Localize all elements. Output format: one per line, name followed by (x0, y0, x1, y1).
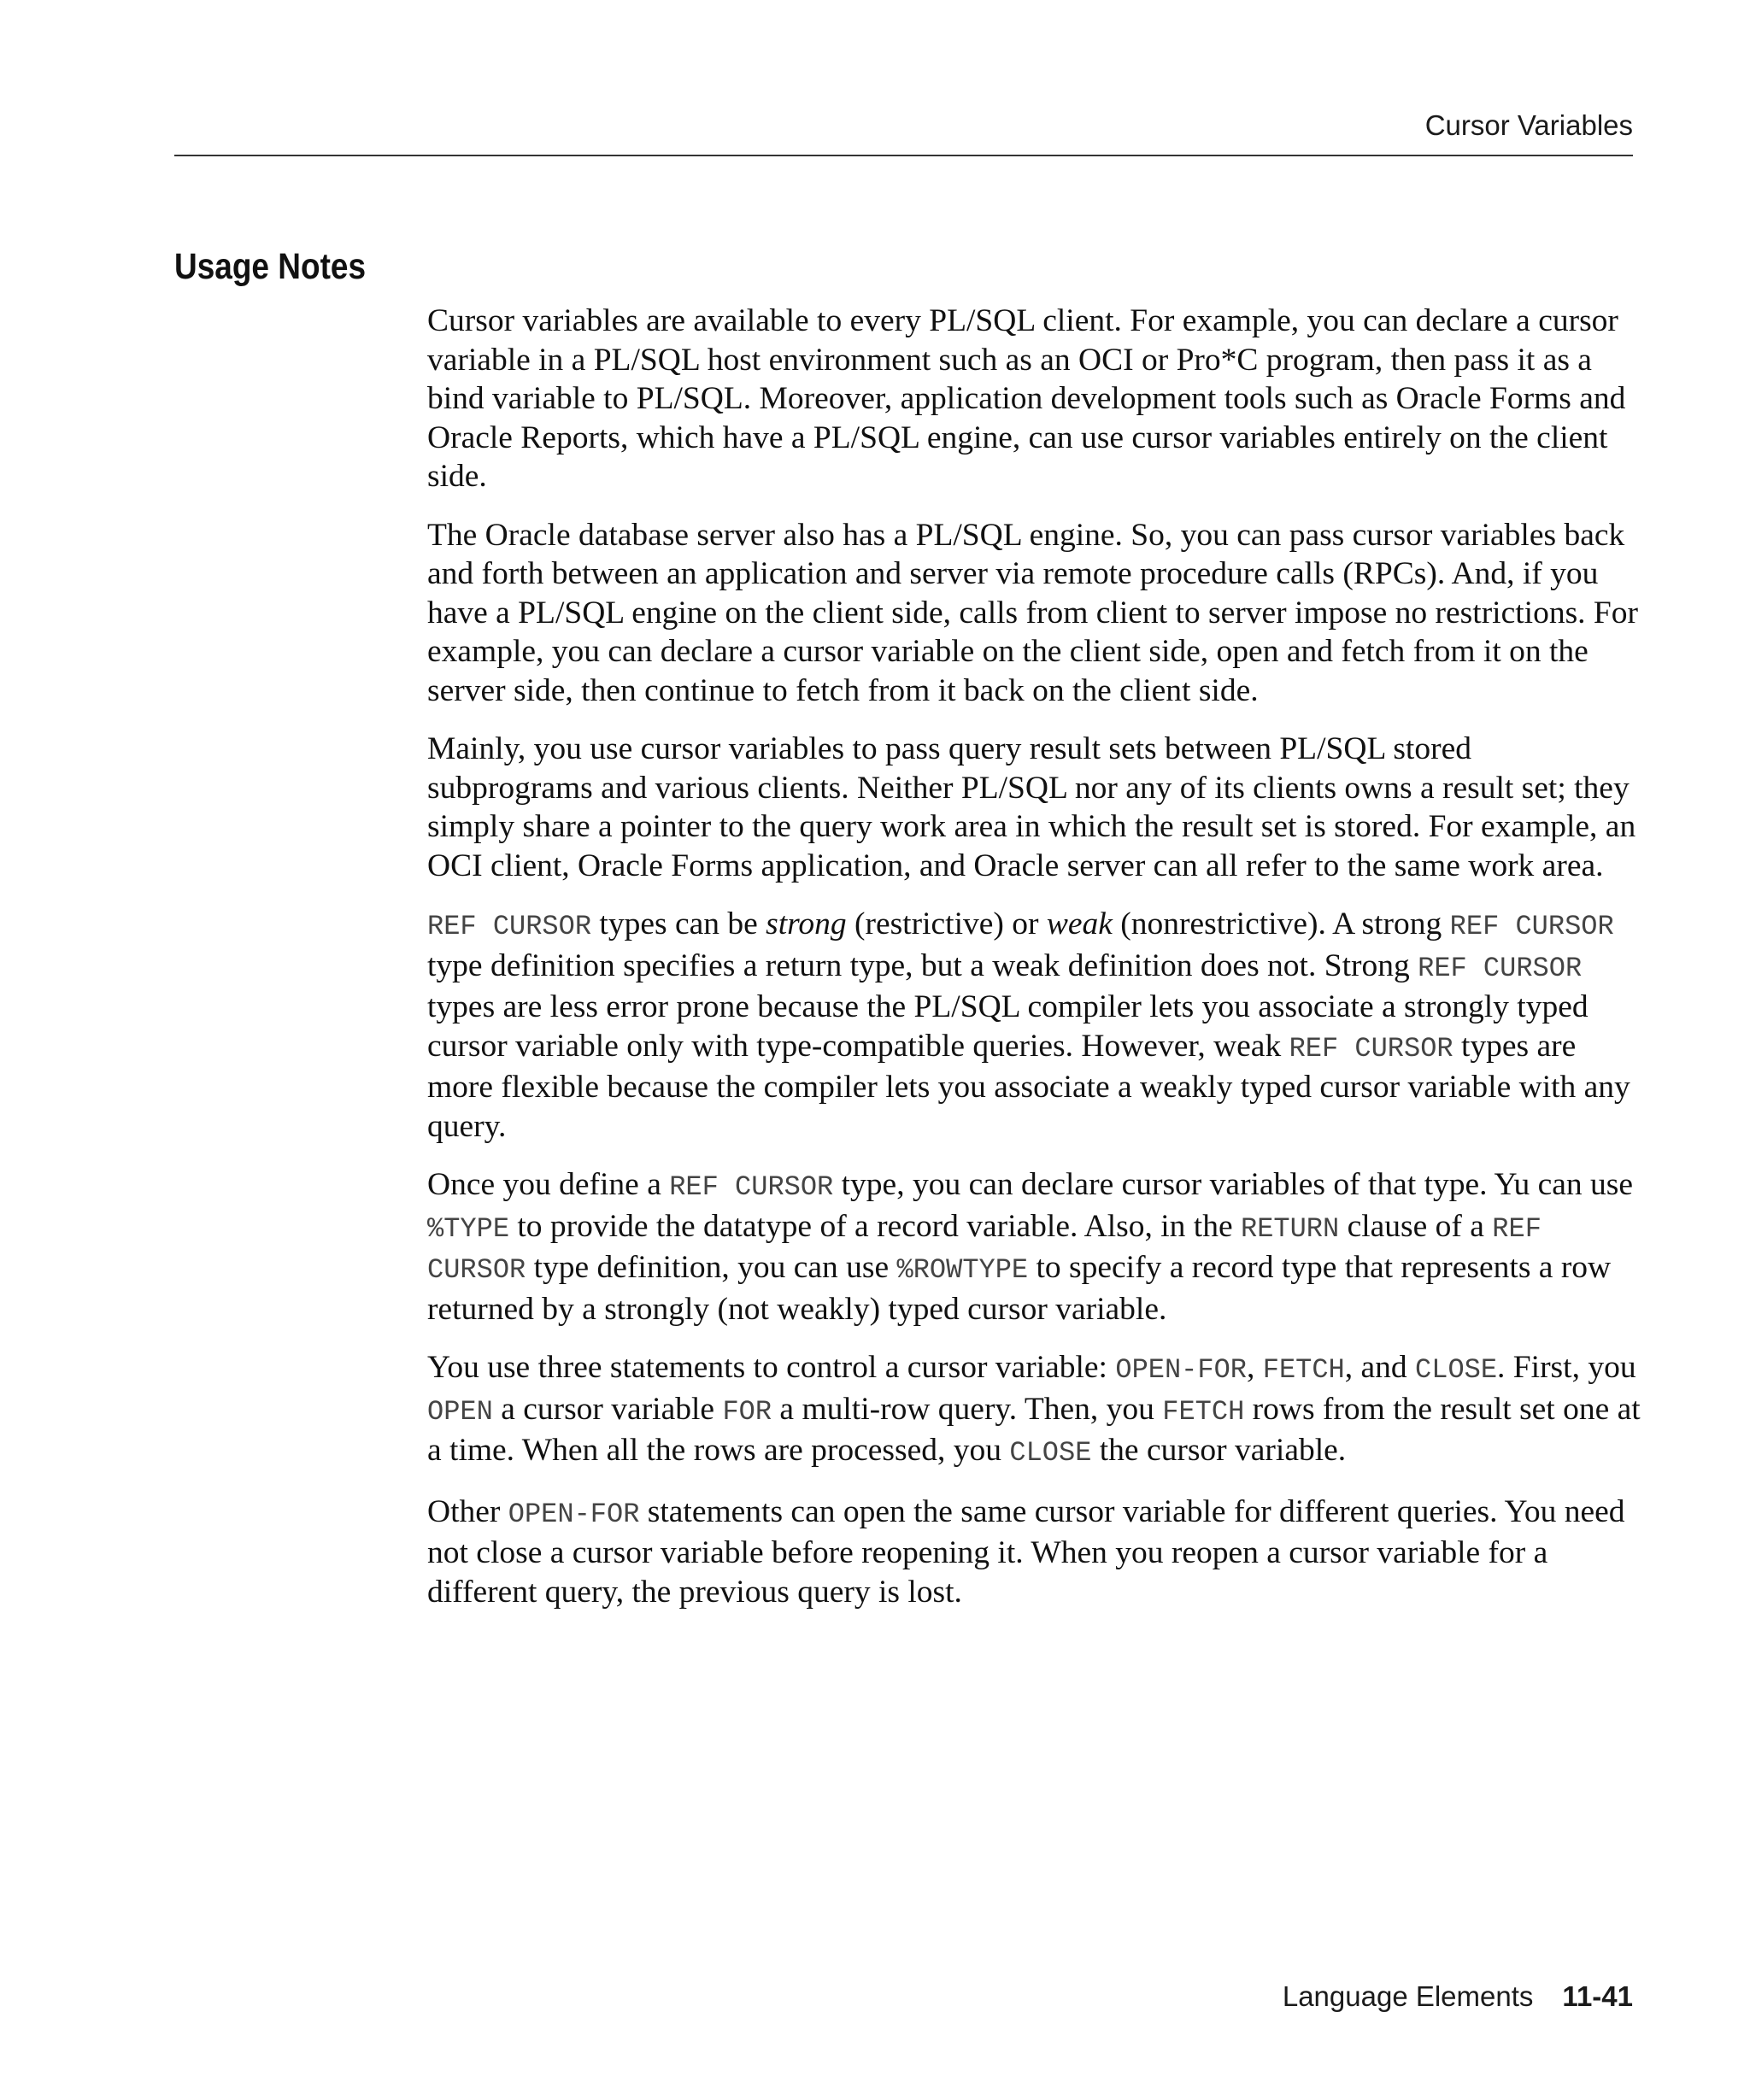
code-term: REF CURSOR (1449, 911, 1614, 942)
code-term: RETURN (1240, 1212, 1340, 1245)
text-run: . First, you (1497, 1350, 1636, 1385)
body-text (427, 302, 1641, 1631)
text-run: type definition, you can use (526, 1250, 897, 1285)
paragraph (427, 516, 1641, 711)
text-run: (nonrestrictive). A strong (1112, 906, 1450, 941)
text-run: types can be (591, 906, 766, 941)
code-term: OPEN-FOR (1115, 1354, 1247, 1386)
code-term: CLOSE (1415, 1354, 1498, 1386)
text-run: types are more flexible because the compiler lets you associate a weakly typed cursor variable with any query. (427, 1028, 1630, 1144)
text-run: statements can open the same cursor variable for different queries. You need not close a cursor variable before reopening it. When you reopen a cursor variable for a different query, the previous query is lost. (427, 1493, 1625, 1610)
code-term: %ROWTYPE (896, 1254, 1029, 1286)
text-run: Once you define a (427, 1167, 670, 1202)
footer-chapter: Language Elements (1282, 1980, 1534, 2012)
running-header: Cursor Variables (1424, 109, 1633, 141)
text-run: a multi-row query. Then, you (772, 1391, 1163, 1427)
text-run: a cursor variable (492, 1391, 723, 1427)
code-term: %TYPE (427, 1212, 510, 1245)
code-term: REF CURSOR (1289, 1032, 1453, 1065)
code-term: REF CURSOR (427, 1212, 1542, 1286)
paragraph (427, 1348, 1641, 1473)
text-run: Other (427, 1493, 508, 1529)
text-run: clause of a (1339, 1208, 1493, 1244)
text-run: to provide the datatype of a record variable. Also, in the (509, 1208, 1241, 1244)
text-run: types are less error prone because the PL/SQL compiler lets you associate a strongly typed cursor variable only with type-compatible queries. However, weak (427, 989, 1589, 1064)
code-term: REF CURSOR (1418, 952, 1583, 984)
page-footer (174, 1980, 1633, 2013)
text-run: , (1246, 1350, 1263, 1385)
header-rule (174, 155, 1633, 156)
paragraph (427, 1493, 1641, 1612)
emphasis-term: strong (766, 906, 847, 941)
text-run: The Oracle database server also has a PL/SQL engine. So, you can pass cursor variables back and forth between an application and server via remote procedure calls (RPCs). And, if you have a PL/SQL engine on the client side, calls from client to server impose no restrictions. For example, you can declare a cursor variable on the client side, open and fetch from it on the server side, then continue to fetch from it back on the client side. (427, 517, 1639, 708)
code-term: OPEN-FOR (508, 1498, 640, 1530)
paragraph (427, 905, 1641, 1146)
text-run: Cursor variables are available to every PL/SQL client. For example, you can declare a cursor variable in a PL/SQL host environment such as an OCI or Pro*C program, then pass it as a bind variable to PL/SQL. Moreover, application development tools such as Oracle Forms and Oracle Reports, which have a PL/SQL engine, can use cursor variables entirely on the client side. (427, 303, 1626, 494)
code-term: FOR (722, 1395, 772, 1428)
paragraph (427, 302, 1641, 496)
emphasis-term: weak (1046, 906, 1113, 941)
code-term: REF CURSOR (427, 911, 592, 942)
footer-page-number: 11-41 (1562, 1980, 1633, 2012)
text-run: , and (1344, 1350, 1416, 1385)
paragraph (427, 730, 1641, 885)
text-run: the cursor variable. (1091, 1433, 1347, 1468)
section-heading: Usage Notes (174, 246, 367, 287)
paragraph (427, 1165, 1641, 1329)
text-run: rows from the result set one at a time. When all the rows are processed, you (427, 1391, 1641, 1468)
code-term: OPEN (427, 1395, 493, 1428)
text-run: Mainly, you use cursor variables to pass query result sets between PL/SQL stored subprograms and various clients. Neither PL/SQL nor any of its clients owns a result set; they simply share a pointer to the query work area in which the result set is stored. For example, an OCI client, Oracle Forms application, and Oracle server can all refer to the same work area. (427, 731, 1636, 883)
text-run: type definition specifies a return type, but a weak definition does not. Strong (427, 947, 1418, 983)
text-run: (restrictive) or (846, 906, 1047, 941)
code-term: CLOSE (1009, 1437, 1092, 1469)
code-term: FETCH (1162, 1395, 1245, 1428)
code-term: FETCH (1262, 1354, 1345, 1386)
code-term: REF CURSOR (669, 1171, 834, 1203)
text-run: You use three statements to control a cursor variable: (427, 1350, 1116, 1385)
text-run: to specify a record type that represents a row returned by a strongly (not weakly) typed cursor variable. (427, 1250, 1612, 1327)
text-run: type, you can declare cursor variables of that type. Yu can use (833, 1167, 1633, 1202)
